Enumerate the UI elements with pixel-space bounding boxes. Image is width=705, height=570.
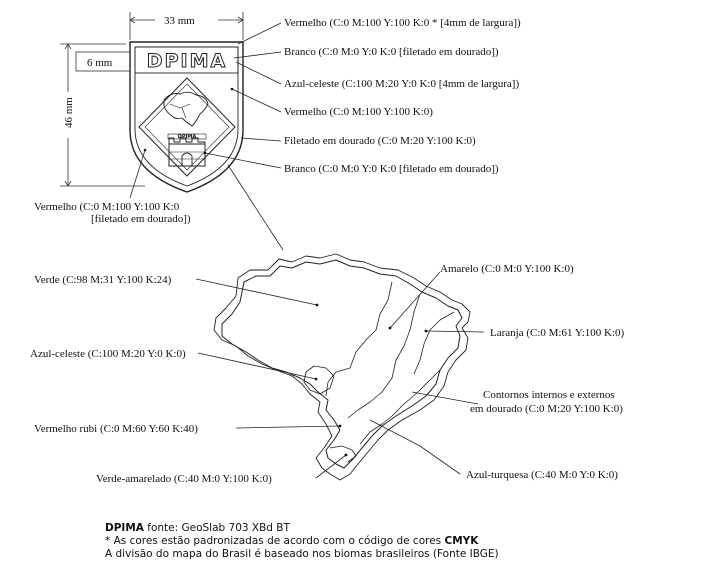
shield-label-filetado: Filetado em dourado (C:0 M:20 Y:100 K:0) [284,135,476,147]
map-label-azul-turquesa: Azul-turquesa (C:40 M:0 Y:0 K:0) [466,469,618,481]
shield-label-branco: Branco (C:0 M:0 Y:0 K:0 [filetado em dourado]) [284,46,499,58]
brazil-map [214,254,470,480]
footnote-ibge: A divisão do mapa do Brasil é baseado nos biomas brasileiros (Fonte IBGE) [105,548,499,560]
footnote-cmyk [105,535,499,548]
footnote-font [105,522,499,535]
shield-map-icon [164,92,208,126]
map-label-verde-amarelado: Verde-amarelado (C:40 M:0 Y:100 K:0) [96,473,272,485]
map-country-outline [222,260,462,468]
map-division-caatinga [414,312,454,374]
map-division-amazonia [326,282,392,396]
map-label-vermelho-rubi: Vermelho rubi (C:0 M:60 Y:60 K:40) [34,423,198,435]
footnote-font-value: fonte: GeoSlab 703 XBd BT [143,522,290,534]
shield-diamond [139,78,235,176]
shield-label-vermelho: Vermelho (C:0 M:100 Y:100 K:0) [284,106,433,118]
footnotes [105,522,499,561]
shield-banner-text: DPIMA [146,50,228,72]
shield-label-azul-celeste: Azul-celeste (C:100 M:20 Y:0 K:0 [4mm de largura]) [284,78,520,90]
dimension-band-label: 6 mm [87,57,113,69]
map-label-azul-celeste: Azul-celeste (C:100 M:20 Y:0 K:0) [30,348,186,360]
footnote-cmyk-prefix: * As cores estão padronizadas de acordo com o código de cores [105,535,445,547]
map-division-mata [360,370,440,444]
shield-label-vermelho-bottom-1: Vermelho (C:0 M:100 Y:100 K:0 [34,201,180,213]
dimension-width-label: 33 mm [164,15,195,27]
shield-label-vermelho-bottom-2: [filetado em dourado]) [91,213,191,225]
shield-label-branco-castle: Branco (C:0 M:0 Y:0 K:0 [filetado em dourado]) [284,163,499,175]
shield-label-vermelho-band: Vermelho (C:0 M:100 Y:100 K:0 * [4mm de largura]) [284,17,521,29]
map-label-contornos-1: Contornos internos e externos [483,389,615,401]
shield-diamond-inner [145,84,229,170]
shield-small-text: DPIMA [177,134,197,140]
shield-to-map-connector [228,165,283,250]
footnote-font-label: DPIMA [105,522,144,534]
map-label-contornos-2: em dourado (C:0 M:20 Y:100 K:0) [470,403,623,415]
map-label-laranja: Laranja (C:0 M:61 Y:100 K:0) [490,327,625,339]
footnote-cmyk-bold: CMYK [444,535,479,547]
map-label-verde: Verde (C:98 M:31 Y:100 K:24) [34,274,172,286]
dimension-height-label: 46 mm [63,97,75,128]
map-label-amarelo: Amarelo (C:0 M:0 Y:100 K:0) [440,263,574,275]
